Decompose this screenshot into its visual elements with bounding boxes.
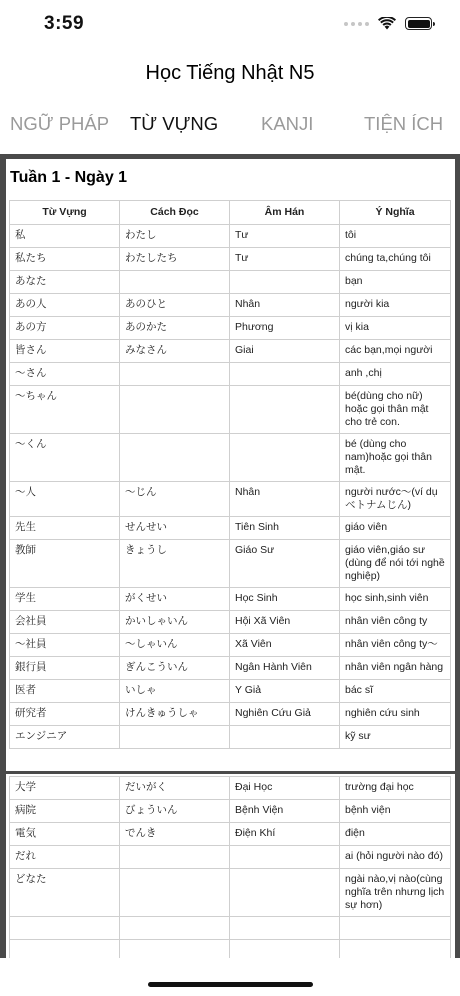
sino-vietnamese-cell: Nhân [230,482,340,517]
table-row [10,340,451,363]
meaning-cell: trường đại học [340,777,451,800]
tab-ngu-phap[interactable]: NGỮ PHÁP [10,113,110,134]
word-cell [10,917,120,940]
meaning-cell: người kia [340,294,451,317]
word-cell: あの人 [10,294,120,317]
word-cell: どなた [10,869,120,917]
table-row [10,726,451,749]
reading-cell: ～しゃいん [120,634,230,657]
reading-cell: あのひと [120,294,230,317]
reading-cell: かいしゃいん [120,611,230,634]
word-cell: エンジニア [10,726,120,749]
reading-cell: いしゃ [120,680,230,703]
word-cell: 先生 [10,517,120,540]
word-cell: ～さん [10,363,120,386]
word-cell: 皆さん [10,340,120,363]
sino-vietnamese-cell: Học Sinh [230,588,340,611]
table-row [10,482,451,517]
reading-cell: わたし [120,225,230,248]
sino-vietnamese-cell: Xã Viên [230,634,340,657]
sino-vietnamese-cell [230,846,340,869]
table-row [10,823,451,846]
meaning-cell: người nước～(ví dụ ベトナムじん) [340,482,451,517]
meaning-cell: anh ,chị [340,363,451,386]
reading-cell [120,940,230,959]
word-cell: 私たち [10,248,120,271]
table-row [10,611,451,634]
table-row [10,517,451,540]
word-cell: ～社員 [10,634,120,657]
word-cell: 大学 [10,777,120,800]
column-header-sino-vietnamese: Âm Hán [230,201,340,225]
table-row [10,588,451,611]
meaning-cell: nhân viên công ty～ [340,634,451,657]
sino-vietnamese-cell: Tư [230,225,340,248]
word-cell: 銀行員 [10,657,120,680]
table-row [10,271,451,294]
table-row [10,540,451,588]
meaning-cell: giáo viên [340,517,451,540]
word-cell: 電気 [10,823,120,846]
meaning-cell: bác sĩ [340,680,451,703]
table-row [10,800,451,823]
sino-vietnamese-cell: Ngân Hành Viên [230,657,340,680]
table-row [10,657,451,680]
table-row [10,248,451,271]
meaning-cell: các bạn,mọi người [340,340,451,363]
column-header-meaning: Ý Nghĩa [340,201,451,225]
word-cell: 会社員 [10,611,120,634]
reading-cell: びょういん [120,800,230,823]
sino-vietnamese-cell [230,940,340,959]
reading-cell: でんき [120,823,230,846]
reading-cell: わたしたち [120,248,230,271]
reading-cell [120,917,230,940]
sino-vietnamese-cell: Điện Khí [230,823,340,846]
word-cell: だれ [10,846,120,869]
meaning-cell: kỹ sư [340,726,451,749]
word-cell: ～ちゃん [10,386,120,434]
table-row [10,363,451,386]
tab-bar [0,113,460,143]
table-row [10,917,451,940]
sino-vietnamese-cell: Nhân [230,294,340,317]
column-header-word: Từ Vựng [10,201,120,225]
reading-cell [120,726,230,749]
reading-cell [120,363,230,386]
app-title: Học Tiếng Nhật N5 [145,62,315,84]
reading-cell: ～じん [120,482,230,517]
table-row [10,634,451,657]
sino-vietnamese-cell: Tiên Sinh [230,517,340,540]
reading-cell: みなさん [120,340,230,363]
sino-vietnamese-cell [230,271,340,294]
word-cell: 医者 [10,680,120,703]
table-row [10,777,451,800]
sino-vietnamese-cell [230,869,340,917]
reading-cell: けんきゅうしゃ [120,703,230,726]
word-cell: ～人 [10,482,120,517]
table-header-row [10,201,451,225]
reading-cell: あのかた [120,317,230,340]
sino-vietnamese-cell: Giáo Sư [230,540,340,588]
sino-vietnamese-cell [230,726,340,749]
document-page-2 [6,774,455,958]
sino-vietnamese-cell: Y Giả [230,680,340,703]
sino-vietnamese-cell: Giai [230,340,340,363]
meaning-cell: bệnh viện [340,800,451,823]
meaning-cell: nhân viên công ty [340,611,451,634]
meaning-cell: nhân viên ngân hàng [340,657,451,680]
reading-cell [120,386,230,434]
table-row [10,940,451,959]
sino-vietnamese-cell [230,386,340,434]
reading-cell [120,846,230,869]
vocabulary-table [9,200,451,749]
reading-cell: だいがく [120,777,230,800]
wifi-icon [378,17,396,30]
reading-cell: ぎんこういん [120,657,230,680]
word-cell: 私 [10,225,120,248]
lesson-heading: Tuần 1 - Ngày 1 [10,169,128,186]
word-cell: 学生 [10,588,120,611]
sino-vietnamese-cell: Bệnh Viện [230,800,340,823]
cellular-signal-icon [344,22,369,26]
word-cell [10,940,120,959]
word-cell: ～くん [10,434,120,482]
sino-vietnamese-cell: Nghiên Cứu Giả [230,703,340,726]
word-cell: あの方 [10,317,120,340]
sino-vietnamese-cell [230,363,340,386]
vocabulary-table-continued [9,776,451,958]
meaning-cell [340,917,451,940]
word-cell: あなた [10,271,120,294]
vocabulary-table-body [10,777,451,959]
home-indicator[interactable] [148,982,313,987]
status-time: 3:59 [44,13,85,34]
meaning-cell: chúng ta,chúng tôi [340,248,451,271]
table-row [10,294,451,317]
document-viewer[interactable] [0,154,460,958]
meaning-cell: học sinh,sinh viên [340,588,451,611]
table-row [10,846,451,869]
meaning-cell: vị kia [340,317,451,340]
column-header-reading: Cách Đọc [120,201,230,225]
sino-vietnamese-cell [230,434,340,482]
table-row [10,680,451,703]
reading-cell: せんせい [120,517,230,540]
table-row [10,434,451,482]
tab-kanji[interactable]: KANJI [261,113,314,134]
sino-vietnamese-cell: Phương [230,317,340,340]
sino-vietnamese-cell [230,917,340,940]
meaning-cell: ngài nào,vị nào(cùng nghĩa trên nhưng lịch sự hơn) [340,869,451,917]
meaning-cell: điện [340,823,451,846]
meaning-cell: bạn [340,271,451,294]
word-cell: 病院 [10,800,120,823]
reading-cell [120,869,230,917]
meaning-cell: bé(dùng cho nữ) hoặc gọi thân mật cho trẻ con. [340,386,451,434]
table-row [10,317,451,340]
sino-vietnamese-cell: Hội Xã Viên [230,611,340,634]
reading-cell [120,434,230,482]
tab-tu-vung[interactable]: TỪ VỰNG [130,113,219,134]
table-row [10,703,451,726]
meaning-cell: bé (dùng cho nam)hoặc gọi thân mật. [340,434,451,482]
document-page-1 [6,159,455,771]
reading-cell: きょうし [120,540,230,588]
status-bar [0,0,460,50]
battery-icon [405,17,432,30]
reading-cell: がくせい [120,588,230,611]
meaning-cell: nghiên cứu sinh [340,703,451,726]
status-indicators [344,17,432,30]
sino-vietnamese-cell: Tư [230,248,340,271]
sino-vietnamese-cell: Đại Học [230,777,340,800]
table-row [10,386,451,434]
meaning-cell: giáo viên,giáo sư (dùng để nói tới nghề nghiệp) [340,540,451,588]
meaning-cell: tôi [340,225,451,248]
table-row [10,225,451,248]
table-row [10,869,451,917]
tab-tien-ich[interactable]: TIỆN ÍCH [364,113,444,134]
meaning-cell: ai (hỏi người nào đó) [340,846,451,869]
word-cell: 研究者 [10,703,120,726]
reading-cell [120,271,230,294]
vocabulary-table-body [10,225,451,749]
meaning-cell [340,940,451,959]
word-cell: 教師 [10,540,120,588]
